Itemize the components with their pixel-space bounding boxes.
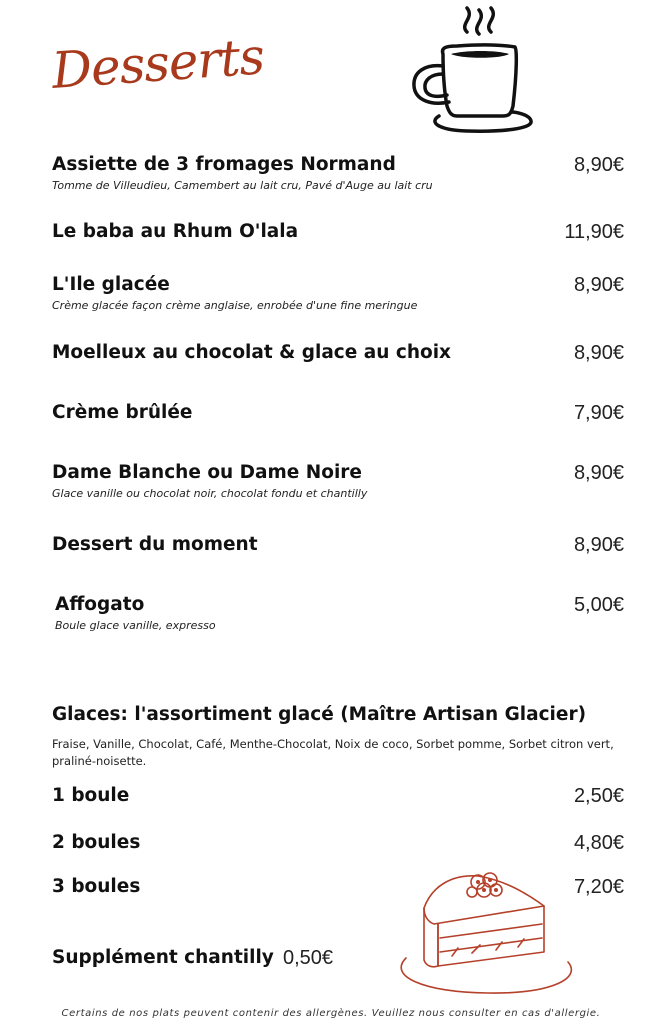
item-description: Crème glacée façon crème anglaise, enrobée d'une fine meringue — [52, 299, 418, 312]
option-price: 7,20€ — [573, 876, 624, 898]
menu-item — [52, 533, 624, 557]
item-name: L'Ile glacée — [52, 274, 170, 295]
item-name: Dame Blanche ou Dame Noire — [52, 462, 362, 483]
cake-slice-icon — [392, 866, 582, 996]
allergen-note: Certains de nos plats peuvent contenir des allergènes. Veuillez nous consulter en cas d'allergie. — [61, 1008, 601, 1019]
item-price: 8,90€ — [573, 534, 624, 556]
option-price: 4,80€ — [573, 832, 624, 854]
menu-item — [52, 273, 624, 312]
menu-item — [52, 153, 624, 192]
item-price: 5,00€ — [573, 594, 624, 616]
item-price: 8,90€ — [573, 154, 624, 176]
item-price: 7,90€ — [573, 402, 624, 424]
menu-title: Desserts — [49, 27, 266, 100]
option-name: 2 boules — [52, 832, 141, 853]
item-description: Glace vanille ou chocolat noir, chocolat fondu et chantilly — [52, 487, 368, 500]
glaces-section-title: Glaces: l'assortiment glacé (Maître Artisan Glacier) — [52, 704, 587, 725]
item-price: 8,90€ — [573, 342, 624, 364]
glace-option — [52, 831, 624, 855]
item-name: Moelleux au chocolat & glace au choix — [52, 342, 451, 363]
coffee-cup-icon — [405, 2, 545, 136]
item-price: 8,90€ — [573, 462, 624, 484]
item-price: 8,90€ — [573, 274, 624, 296]
item-name: Assiette de 3 fromages Normand — [52, 154, 396, 175]
supplement-name: Supplément chantilly — [52, 947, 274, 968]
option-name: 3 boules — [52, 876, 141, 897]
glaces-flavors: Fraise, Vanille, Chocolat, Café, Menthe-Chocolat, Noix de coco, Sorbet pomme, Sorbet citron vert, praliné-noisette. — [52, 737, 614, 768]
item-name: Crème brûlée — [52, 402, 193, 423]
menu-item — [52, 461, 624, 500]
item-description: Tomme de Villeudieu, Camembert au lait cru, Pavé d'Auge au lait cru — [52, 179, 433, 192]
item-name: Affogato — [55, 594, 145, 615]
option-price: 2,50€ — [573, 785, 624, 807]
menu-item — [52, 401, 624, 425]
supplement-row — [52, 946, 334, 970]
menu-item — [52, 220, 624, 244]
item-name: Dessert du moment — [52, 534, 258, 555]
item-price: 11,90€ — [564, 221, 624, 243]
menu-item — [52, 341, 624, 365]
item-description: Boule glace vanille, expresso — [55, 619, 216, 632]
glace-option — [52, 784, 624, 808]
option-name: 1 boule — [52, 785, 130, 806]
supplement-price: 0,50€ — [283, 947, 334, 969]
menu-item — [55, 593, 624, 632]
item-name: Le baba au Rhum O'lala — [52, 221, 299, 242]
